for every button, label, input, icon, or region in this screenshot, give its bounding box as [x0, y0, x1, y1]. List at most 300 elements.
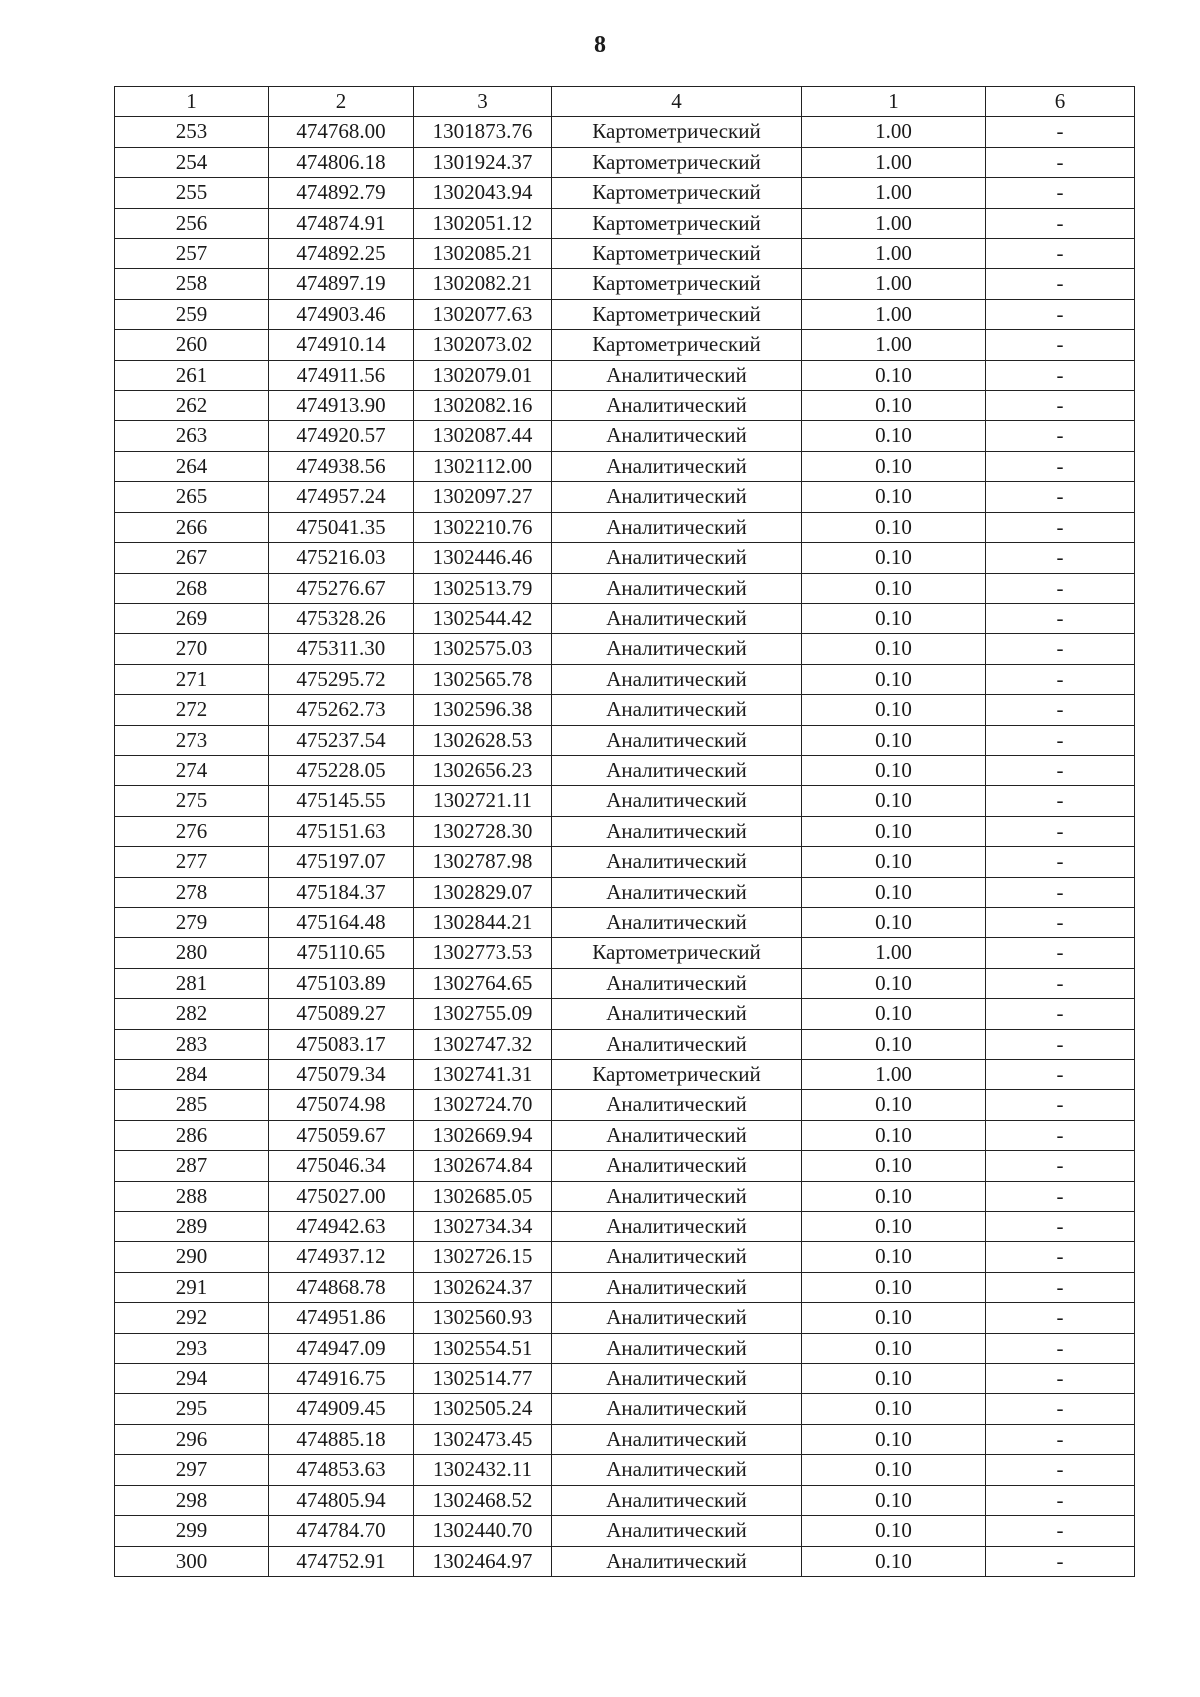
- point-number-cell: 286: [115, 1120, 269, 1150]
- y-coordinate-cell: 1302674.84: [414, 1151, 552, 1181]
- note-cell: -: [986, 1060, 1135, 1090]
- method-cell: Аналитический: [552, 1546, 802, 1576]
- method-cell: Картометрический: [552, 330, 802, 360]
- table-header-row: [115, 87, 1135, 117]
- point-number-cell: 291: [115, 1272, 269, 1302]
- method-cell: Картометрический: [552, 178, 802, 208]
- point-number-cell: 268: [115, 573, 269, 603]
- point-number-cell: 275: [115, 786, 269, 816]
- note-cell: -: [986, 1485, 1135, 1515]
- note-cell: -: [986, 421, 1135, 451]
- point-number-cell: 285: [115, 1090, 269, 1120]
- method-cell: Аналитический: [552, 1151, 802, 1181]
- table-row: [115, 847, 1135, 877]
- x-coordinate-cell: 474892.25: [269, 239, 414, 269]
- table-row: [115, 1303, 1135, 1333]
- y-coordinate-cell: 1302764.65: [414, 968, 552, 998]
- method-cell: Картометрический: [552, 299, 802, 329]
- note-cell: -: [986, 239, 1135, 269]
- accuracy-cell: 1.00: [802, 239, 986, 269]
- table-row: [115, 421, 1135, 451]
- table-row: [115, 482, 1135, 512]
- accuracy-cell: 0.10: [802, 1546, 986, 1576]
- y-coordinate-cell: 1302565.78: [414, 664, 552, 694]
- x-coordinate-cell: 475184.37: [269, 877, 414, 907]
- accuracy-cell: 0.10: [802, 1394, 986, 1424]
- table-row: [115, 603, 1135, 633]
- y-coordinate-cell: 1302773.53: [414, 938, 552, 968]
- method-cell: Аналитический: [552, 1333, 802, 1363]
- y-coordinate-cell: 1302560.93: [414, 1303, 552, 1333]
- note-cell: -: [986, 664, 1135, 694]
- accuracy-cell: 0.10: [802, 391, 986, 421]
- x-coordinate-cell: 474947.09: [269, 1333, 414, 1363]
- point-number-cell: 274: [115, 755, 269, 785]
- note-cell: -: [986, 147, 1135, 177]
- point-number-cell: 293: [115, 1333, 269, 1363]
- accuracy-cell: 0.10: [802, 1151, 986, 1181]
- accuracy-cell: 0.10: [802, 1242, 986, 1272]
- table-row: [115, 786, 1135, 816]
- column-header: 6: [986, 87, 1135, 117]
- note-cell: -: [986, 299, 1135, 329]
- accuracy-cell: 0.10: [802, 847, 986, 877]
- point-number-cell: 282: [115, 999, 269, 1029]
- accuracy-cell: 0.10: [802, 1516, 986, 1546]
- table-row: [115, 573, 1135, 603]
- table-row: [115, 1212, 1135, 1242]
- accuracy-cell: 0.10: [802, 1090, 986, 1120]
- point-number-cell: 278: [115, 877, 269, 907]
- method-cell: Аналитический: [552, 1485, 802, 1515]
- point-number-cell: 257: [115, 239, 269, 269]
- y-coordinate-cell: 1302077.63: [414, 299, 552, 329]
- note-cell: -: [986, 482, 1135, 512]
- accuracy-cell: 0.10: [802, 543, 986, 573]
- method-cell: Аналитический: [552, 573, 802, 603]
- x-coordinate-cell: 474752.91: [269, 1546, 414, 1576]
- table-row: [115, 907, 1135, 937]
- x-coordinate-cell: 475145.55: [269, 786, 414, 816]
- method-cell: Аналитический: [552, 695, 802, 725]
- x-coordinate-cell: 474920.57: [269, 421, 414, 451]
- x-coordinate-cell: 474805.94: [269, 1485, 414, 1515]
- y-coordinate-cell: 1302628.53: [414, 725, 552, 755]
- note-cell: -: [986, 907, 1135, 937]
- note-cell: -: [986, 1364, 1135, 1394]
- method-cell: Аналитический: [552, 1424, 802, 1454]
- y-coordinate-cell: 1302043.94: [414, 178, 552, 208]
- table-row: [115, 1364, 1135, 1394]
- table-row: [115, 451, 1135, 481]
- x-coordinate-cell: 474853.63: [269, 1455, 414, 1485]
- y-coordinate-cell: 1302087.44: [414, 421, 552, 451]
- point-number-cell: 279: [115, 907, 269, 937]
- table-row: [115, 664, 1135, 694]
- x-coordinate-cell: 474942.63: [269, 1212, 414, 1242]
- accuracy-cell: 0.10: [802, 1212, 986, 1242]
- table-row: [115, 938, 1135, 968]
- column-header: 3: [414, 87, 552, 117]
- x-coordinate-cell: 475079.34: [269, 1060, 414, 1090]
- column-header: 1: [115, 87, 269, 117]
- point-number-cell: 300: [115, 1546, 269, 1576]
- accuracy-cell: 0.10: [802, 1120, 986, 1150]
- x-coordinate-cell: 475151.63: [269, 816, 414, 846]
- x-coordinate-cell: 475276.67: [269, 573, 414, 603]
- method-cell: Картометрический: [552, 1060, 802, 1090]
- accuracy-cell: 0.10: [802, 482, 986, 512]
- note-cell: -: [986, 847, 1135, 877]
- x-coordinate-cell: 475228.05: [269, 755, 414, 785]
- accuracy-cell: 0.10: [802, 1181, 986, 1211]
- note-cell: -: [986, 1181, 1135, 1211]
- y-coordinate-cell: 1302464.97: [414, 1546, 552, 1576]
- x-coordinate-cell: 475041.35: [269, 512, 414, 542]
- note-cell: -: [986, 1272, 1135, 1302]
- method-cell: Аналитический: [552, 1029, 802, 1059]
- point-number-cell: 288: [115, 1181, 269, 1211]
- accuracy-cell: 0.10: [802, 1029, 986, 1059]
- method-cell: Аналитический: [552, 755, 802, 785]
- point-number-cell: 254: [115, 147, 269, 177]
- accuracy-cell: 0.10: [802, 1303, 986, 1333]
- point-number-cell: 296: [115, 1424, 269, 1454]
- x-coordinate-cell: 475027.00: [269, 1181, 414, 1211]
- method-cell: Аналитический: [552, 1364, 802, 1394]
- y-coordinate-cell: 1302741.31: [414, 1060, 552, 1090]
- note-cell: -: [986, 755, 1135, 785]
- method-cell: Аналитический: [552, 664, 802, 694]
- point-number-cell: 298: [115, 1485, 269, 1515]
- y-coordinate-cell: 1301924.37: [414, 147, 552, 177]
- x-coordinate-cell: 474916.75: [269, 1364, 414, 1394]
- y-coordinate-cell: 1302073.02: [414, 330, 552, 360]
- accuracy-cell: 0.10: [802, 1333, 986, 1363]
- point-number-cell: 270: [115, 634, 269, 664]
- table-row: [115, 269, 1135, 299]
- accuracy-cell: 0.10: [802, 816, 986, 846]
- point-number-cell: 273: [115, 725, 269, 755]
- y-coordinate-cell: 1302440.70: [414, 1516, 552, 1546]
- y-coordinate-cell: 1302575.03: [414, 634, 552, 664]
- x-coordinate-cell: 474937.12: [269, 1242, 414, 1272]
- table-row: [115, 1516, 1135, 1546]
- point-number-cell: 258: [115, 269, 269, 299]
- y-coordinate-cell: 1302082.21: [414, 269, 552, 299]
- table-row: [115, 1151, 1135, 1181]
- note-cell: -: [986, 603, 1135, 633]
- note-cell: -: [986, 999, 1135, 1029]
- accuracy-cell: 1.00: [802, 299, 986, 329]
- point-number-cell: 277: [115, 847, 269, 877]
- note-cell: -: [986, 968, 1135, 998]
- accuracy-cell: 0.10: [802, 1424, 986, 1454]
- method-cell: Аналитический: [552, 603, 802, 633]
- point-number-cell: 276: [115, 816, 269, 846]
- method-cell: Аналитический: [552, 1394, 802, 1424]
- note-cell: -: [986, 1242, 1135, 1272]
- point-number-cell: 271: [115, 664, 269, 694]
- method-cell: Картометрический: [552, 938, 802, 968]
- y-coordinate-cell: 1302051.12: [414, 208, 552, 238]
- table-row: [115, 1546, 1135, 1576]
- note-cell: -: [986, 178, 1135, 208]
- accuracy-cell: 0.10: [802, 451, 986, 481]
- table-row: [115, 816, 1135, 846]
- x-coordinate-cell: 474806.18: [269, 147, 414, 177]
- point-number-cell: 294: [115, 1364, 269, 1394]
- x-coordinate-cell: 475046.34: [269, 1151, 414, 1181]
- method-cell: Аналитический: [552, 421, 802, 451]
- method-cell: Аналитический: [552, 1212, 802, 1242]
- table-row: [115, 391, 1135, 421]
- y-coordinate-cell: 1302554.51: [414, 1333, 552, 1363]
- method-cell: Аналитический: [552, 634, 802, 664]
- method-cell: Картометрический: [552, 117, 802, 147]
- y-coordinate-cell: 1302112.00: [414, 451, 552, 481]
- coordinates-table: [114, 86, 1135, 1577]
- note-cell: -: [986, 1212, 1135, 1242]
- accuracy-cell: 1.00: [802, 938, 986, 968]
- note-cell: -: [986, 512, 1135, 542]
- point-number-cell: 253: [115, 117, 269, 147]
- x-coordinate-cell: 475110.65: [269, 938, 414, 968]
- y-coordinate-cell: 1302728.30: [414, 816, 552, 846]
- point-number-cell: 259: [115, 299, 269, 329]
- x-coordinate-cell: 475262.73: [269, 695, 414, 725]
- accuracy-cell: 0.10: [802, 968, 986, 998]
- y-coordinate-cell: 1302473.45: [414, 1424, 552, 1454]
- note-cell: -: [986, 208, 1135, 238]
- table-body: [115, 117, 1135, 1577]
- method-cell: Аналитический: [552, 907, 802, 937]
- x-coordinate-cell: 474874.91: [269, 208, 414, 238]
- method-cell: Аналитический: [552, 1242, 802, 1272]
- accuracy-cell: 0.10: [802, 1485, 986, 1515]
- accuracy-cell: 1.00: [802, 1060, 986, 1090]
- table-row: [115, 543, 1135, 573]
- page-number: 8: [594, 32, 606, 58]
- y-coordinate-cell: 1301873.76: [414, 117, 552, 147]
- y-coordinate-cell: 1302468.52: [414, 1485, 552, 1515]
- method-cell: Аналитический: [552, 1303, 802, 1333]
- table-row: [115, 1424, 1135, 1454]
- accuracy-cell: 1.00: [802, 117, 986, 147]
- method-cell: Картометрический: [552, 147, 802, 177]
- note-cell: -: [986, 391, 1135, 421]
- table-row: [115, 360, 1135, 390]
- accuracy-cell: 0.10: [802, 907, 986, 937]
- x-coordinate-cell: 475059.67: [269, 1120, 414, 1150]
- y-coordinate-cell: 1302624.37: [414, 1272, 552, 1302]
- point-number-cell: 256: [115, 208, 269, 238]
- y-coordinate-cell: 1302726.15: [414, 1242, 552, 1272]
- point-number-cell: 261: [115, 360, 269, 390]
- point-number-cell: 269: [115, 603, 269, 633]
- x-coordinate-cell: 475328.26: [269, 603, 414, 633]
- point-number-cell: 289: [115, 1212, 269, 1242]
- y-coordinate-cell: 1302097.27: [414, 482, 552, 512]
- method-cell: Аналитический: [552, 451, 802, 481]
- accuracy-cell: 1.00: [802, 147, 986, 177]
- table-row: [115, 1060, 1135, 1090]
- accuracy-cell: 0.10: [802, 786, 986, 816]
- method-cell: Аналитический: [552, 512, 802, 542]
- accuracy-cell: 0.10: [802, 1364, 986, 1394]
- table-row: [115, 330, 1135, 360]
- method-cell: Аналитический: [552, 391, 802, 421]
- y-coordinate-cell: 1302505.24: [414, 1394, 552, 1424]
- note-cell: -: [986, 360, 1135, 390]
- table-row: [115, 1029, 1135, 1059]
- x-coordinate-cell: 474885.18: [269, 1424, 414, 1454]
- accuracy-cell: 0.10: [802, 1455, 986, 1485]
- accuracy-cell: 1.00: [802, 208, 986, 238]
- note-cell: -: [986, 695, 1135, 725]
- coordinates-table-container: [114, 86, 1135, 1577]
- method-cell: Аналитический: [552, 543, 802, 573]
- point-number-cell: 281: [115, 968, 269, 998]
- note-cell: -: [986, 938, 1135, 968]
- x-coordinate-cell: 475083.17: [269, 1029, 414, 1059]
- note-cell: -: [986, 634, 1135, 664]
- method-cell: Аналитический: [552, 847, 802, 877]
- x-coordinate-cell: 474938.56: [269, 451, 414, 481]
- note-cell: -: [986, 816, 1135, 846]
- note-cell: -: [986, 725, 1135, 755]
- y-coordinate-cell: 1302446.46: [414, 543, 552, 573]
- method-cell: Аналитический: [552, 786, 802, 816]
- method-cell: Картометрический: [552, 208, 802, 238]
- table-row: [115, 208, 1135, 238]
- y-coordinate-cell: 1302844.21: [414, 907, 552, 937]
- y-coordinate-cell: 1302724.70: [414, 1090, 552, 1120]
- point-number-cell: 255: [115, 178, 269, 208]
- point-number-cell: 297: [115, 1455, 269, 1485]
- y-coordinate-cell: 1302514.77: [414, 1364, 552, 1394]
- point-number-cell: 290: [115, 1242, 269, 1272]
- method-cell: Аналитический: [552, 1455, 802, 1485]
- note-cell: -: [986, 117, 1135, 147]
- y-coordinate-cell: 1302082.16: [414, 391, 552, 421]
- method-cell: Аналитический: [552, 1090, 802, 1120]
- table-row: [115, 1485, 1135, 1515]
- accuracy-cell: 0.10: [802, 664, 986, 694]
- x-coordinate-cell: 474913.90: [269, 391, 414, 421]
- point-number-cell: 265: [115, 482, 269, 512]
- y-coordinate-cell: 1302787.98: [414, 847, 552, 877]
- table-row: [115, 634, 1135, 664]
- table-row: [115, 1272, 1135, 1302]
- point-number-cell: 283: [115, 1029, 269, 1059]
- note-cell: -: [986, 1455, 1135, 1485]
- table-row: [115, 725, 1135, 755]
- note-cell: -: [986, 786, 1135, 816]
- x-coordinate-cell: 474909.45: [269, 1394, 414, 1424]
- point-number-cell: 287: [115, 1151, 269, 1181]
- note-cell: -: [986, 330, 1135, 360]
- method-cell: Аналитический: [552, 968, 802, 998]
- accuracy-cell: 0.10: [802, 1272, 986, 1302]
- y-coordinate-cell: 1302721.11: [414, 786, 552, 816]
- x-coordinate-cell: 474784.70: [269, 1516, 414, 1546]
- note-cell: -: [986, 543, 1135, 573]
- note-cell: -: [986, 573, 1135, 603]
- x-coordinate-cell: 474951.86: [269, 1303, 414, 1333]
- y-coordinate-cell: 1302432.11: [414, 1455, 552, 1485]
- y-coordinate-cell: 1302085.21: [414, 239, 552, 269]
- table-row: [115, 512, 1135, 542]
- table-row: [115, 147, 1135, 177]
- y-coordinate-cell: 1302747.32: [414, 1029, 552, 1059]
- x-coordinate-cell: 475311.30: [269, 634, 414, 664]
- x-coordinate-cell: 475197.07: [269, 847, 414, 877]
- table-row: [115, 877, 1135, 907]
- method-cell: Аналитический: [552, 1272, 802, 1302]
- note-cell: -: [986, 1333, 1135, 1363]
- point-number-cell: 272: [115, 695, 269, 725]
- method-cell: Аналитический: [552, 482, 802, 512]
- column-header: 4: [552, 87, 802, 117]
- table-row: [115, 1181, 1135, 1211]
- table-row: [115, 1120, 1135, 1150]
- table-row: [115, 695, 1135, 725]
- y-coordinate-cell: 1302685.05: [414, 1181, 552, 1211]
- y-coordinate-cell: 1302755.09: [414, 999, 552, 1029]
- point-number-cell: 284: [115, 1060, 269, 1090]
- note-cell: -: [986, 1120, 1135, 1150]
- y-coordinate-cell: 1302669.94: [414, 1120, 552, 1150]
- accuracy-cell: 0.10: [802, 755, 986, 785]
- y-coordinate-cell: 1302210.76: [414, 512, 552, 542]
- table-row: [115, 1394, 1135, 1424]
- x-coordinate-cell: 474892.79: [269, 178, 414, 208]
- note-cell: -: [986, 451, 1135, 481]
- x-coordinate-cell: 475295.72: [269, 664, 414, 694]
- column-header: 2: [269, 87, 414, 117]
- y-coordinate-cell: 1302734.34: [414, 1212, 552, 1242]
- note-cell: -: [986, 877, 1135, 907]
- note-cell: -: [986, 1151, 1135, 1181]
- point-number-cell: 295: [115, 1394, 269, 1424]
- y-coordinate-cell: 1302513.79: [414, 573, 552, 603]
- x-coordinate-cell: 474897.19: [269, 269, 414, 299]
- note-cell: -: [986, 1424, 1135, 1454]
- method-cell: Аналитический: [552, 1181, 802, 1211]
- note-cell: -: [986, 1303, 1135, 1333]
- method-cell: Аналитический: [552, 360, 802, 390]
- accuracy-cell: 0.10: [802, 512, 986, 542]
- column-header: 1: [802, 87, 986, 117]
- table-row: [115, 1333, 1135, 1363]
- x-coordinate-cell: 475237.54: [269, 725, 414, 755]
- accuracy-cell: 0.10: [802, 634, 986, 664]
- accuracy-cell: 1.00: [802, 269, 986, 299]
- note-cell: -: [986, 269, 1135, 299]
- x-coordinate-cell: 475216.03: [269, 543, 414, 573]
- table-row: [115, 178, 1135, 208]
- point-number-cell: 260: [115, 330, 269, 360]
- point-number-cell: 264: [115, 451, 269, 481]
- method-cell: Аналитический: [552, 999, 802, 1029]
- accuracy-cell: 0.10: [802, 421, 986, 451]
- accuracy-cell: 0.10: [802, 999, 986, 1029]
- x-coordinate-cell: 474768.00: [269, 117, 414, 147]
- method-cell: Картометрический: [552, 239, 802, 269]
- accuracy-cell: 1.00: [802, 330, 986, 360]
- note-cell: -: [986, 1029, 1135, 1059]
